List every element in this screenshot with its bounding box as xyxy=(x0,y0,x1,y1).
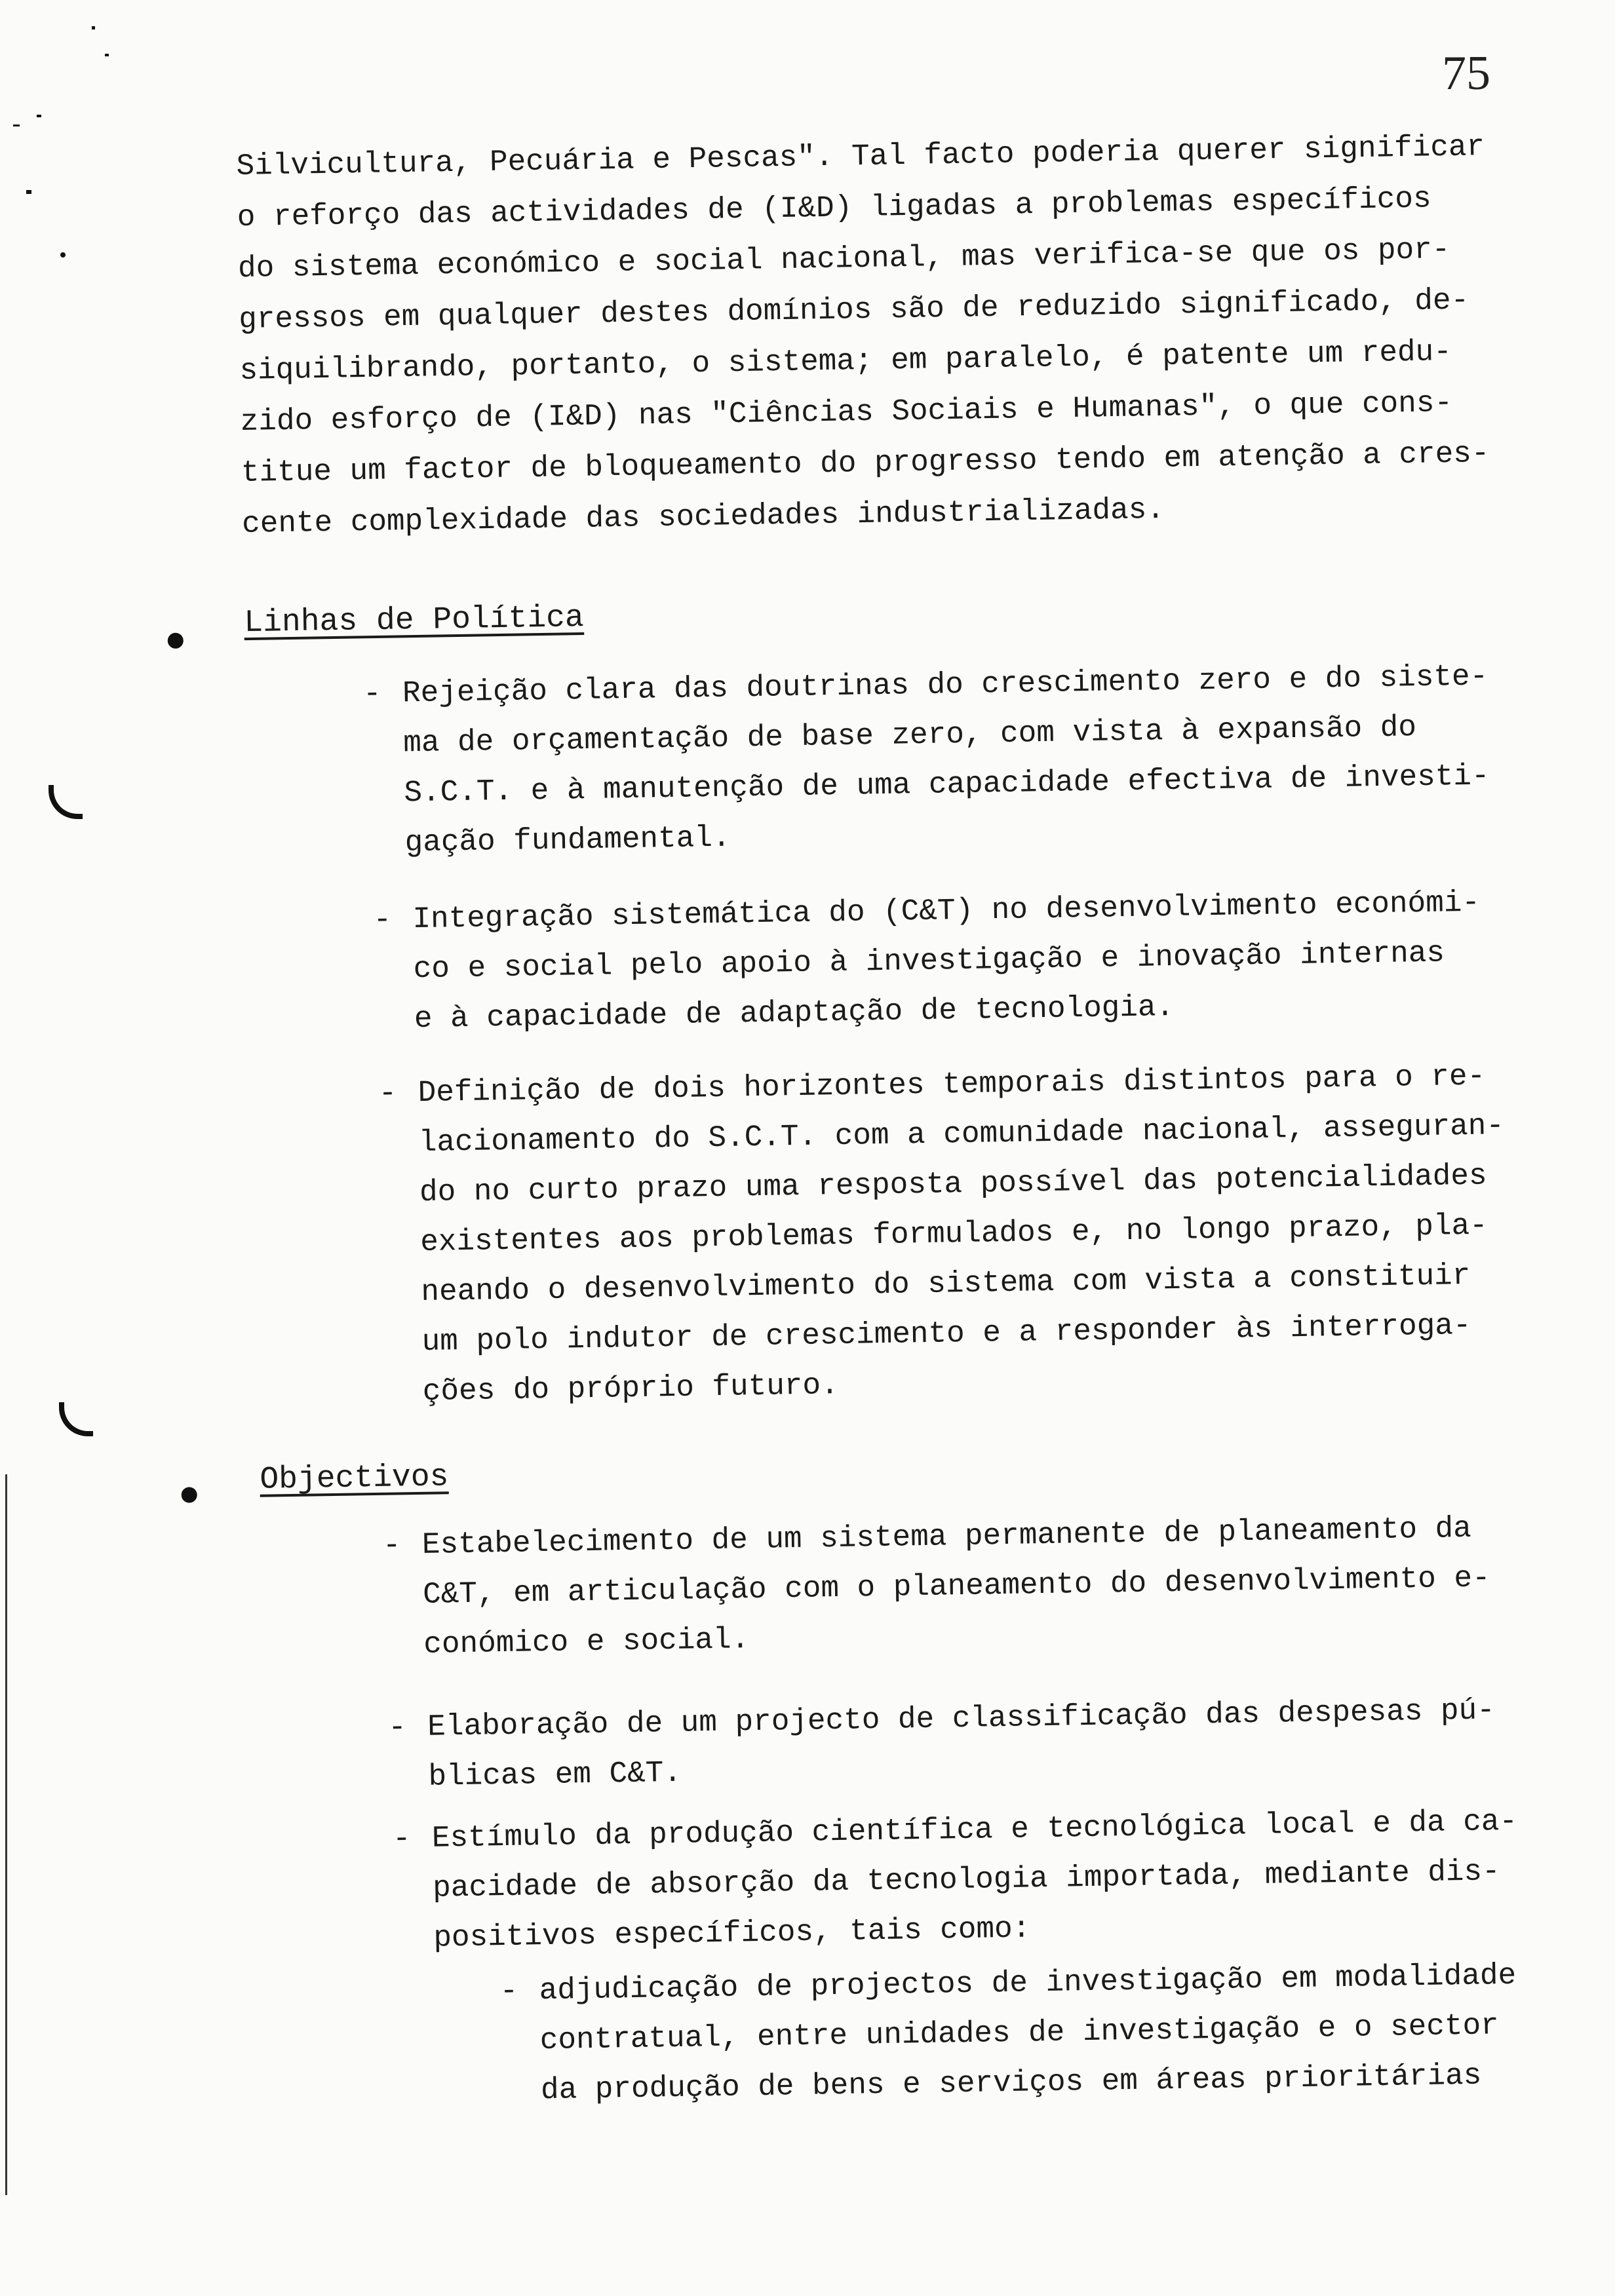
item-dash: - xyxy=(392,1822,412,1856)
item-dash: - xyxy=(373,902,392,938)
item-line: Integração sistemática do (C&T) no desenvolvimento económi- xyxy=(412,885,1481,937)
item-line: e à capacidade de adaptação de tecnologia. xyxy=(414,989,1175,1037)
item-line: co e social pelo apoio à investigação e inovação internas xyxy=(413,936,1445,987)
objective-item xyxy=(392,1793,1615,1963)
item-line: gação fundamental. xyxy=(404,820,731,860)
section-heading: Linhas de Política xyxy=(243,600,585,641)
paragraph-line: do sistema económico e social nacional, mas verifica-se que os por- xyxy=(237,232,1450,286)
item-line: S.C.T. e à manutenção de uma capacidade efectiva de investi- xyxy=(404,759,1490,811)
item-line: Rejeição clara das doutrinas do crescimento zero e do siste- xyxy=(402,659,1489,711)
scan-speck xyxy=(13,124,20,126)
policy-item xyxy=(362,649,1615,868)
scan-speck xyxy=(60,252,66,258)
paragraph-line: cente complexidade das sociedades industrializadas. xyxy=(241,492,1165,541)
item-line: C&T, em articulação com o planeamento do desenvolvimento e- xyxy=(422,1561,1491,1612)
item-dash: - xyxy=(382,1528,401,1563)
scan-speck xyxy=(92,26,95,29)
section-bullet xyxy=(182,1487,197,1502)
policy-item xyxy=(378,1048,1615,1417)
item-line: blicas em C&T. xyxy=(428,1755,682,1794)
item-line: Definição de dois horizontes temporais distintos para o re- xyxy=(418,1059,1486,1111)
item-line: ções do próprio futuro. xyxy=(422,1368,840,1409)
item-dash: - xyxy=(362,676,382,712)
item-line: do no curto prazo uma resposta possível das potencialidades xyxy=(419,1158,1487,1210)
paragraph-line: gressos em qualquer destes domínios são de reduzido significado, de- xyxy=(238,283,1469,337)
subitem-line: da produção de bens e serviços em áreas prioritárias xyxy=(540,2058,1482,2108)
item-line: pacidade de absorção da tecnologia importada, mediante dis- xyxy=(432,1854,1501,1905)
paragraph-line: Silvicultura, Pecuária e Pescas". Tal facto poderia querer significar xyxy=(236,130,1485,183)
section-bullet xyxy=(168,633,184,649)
objective-item xyxy=(387,1682,1615,1802)
item-line: ma de orçamentação de base zero, com vista à expansão do xyxy=(402,710,1417,761)
subitem-dash: - xyxy=(499,1974,518,2009)
intro-paragraph xyxy=(236,120,1593,550)
item-line: Elaboração de um projecto de classificação das despesas pú- xyxy=(427,1693,1496,1744)
item-line: Estímulo da produção científica e tecnológica local e da ca- xyxy=(431,1804,1518,1856)
page-number: 75 xyxy=(1442,47,1490,100)
item-line: conómico e social. xyxy=(423,1622,750,1662)
paragraph-line: titue um factor de bloqueamento do progresso tendo em atenção a cres- xyxy=(241,436,1490,490)
subitem-line: contratual, entre unidades de investigação e o sector xyxy=(539,2008,1500,2058)
policy-item xyxy=(373,874,1615,1044)
item-line: Estabelecimento de um sistema permanente de planeamento da xyxy=(421,1511,1472,1562)
objective-item xyxy=(382,1500,1615,1670)
item-line: existentes aos problemas formulados e, no longo prazo, pla- xyxy=(419,1208,1489,1260)
section-heading: Objectivos xyxy=(259,1459,449,1498)
scan-speck xyxy=(37,115,41,117)
section-objectivos xyxy=(0,1441,1615,2135)
scan-speck xyxy=(26,190,31,194)
item-line: neando o desenvolvimento do sistema com vista a constituir xyxy=(421,1258,1471,1310)
item-line: lacionamento do S.C.T. com a comunidade nacional, asseguran- xyxy=(418,1109,1505,1160)
paragraph-line: siquilibrando, portanto, o sistema; em paralelo, é patente um redu- xyxy=(239,334,1452,388)
item-dash: - xyxy=(387,1710,407,1745)
item-dash: - xyxy=(378,1076,397,1111)
paragraph-line: zido esforço de (I&D) nas "Ciências Sociais e Humanas", o que cons- xyxy=(240,385,1453,439)
paragraph-line: o reforço das actividades de (I&D) ligadas a problemas específicos xyxy=(237,182,1431,235)
section-linhas-de-politica xyxy=(0,584,1615,1428)
item-line: um polo indutor de crescimento e a responder às interroga- xyxy=(421,1308,1471,1360)
scan-speck xyxy=(105,54,109,56)
objective-subitem xyxy=(499,1949,1589,2115)
subitem-line: adjudicação de projectos de investigação em modalidade xyxy=(539,1958,1517,2008)
item-line: positivos específicos, tais como: xyxy=(433,1911,1031,1955)
